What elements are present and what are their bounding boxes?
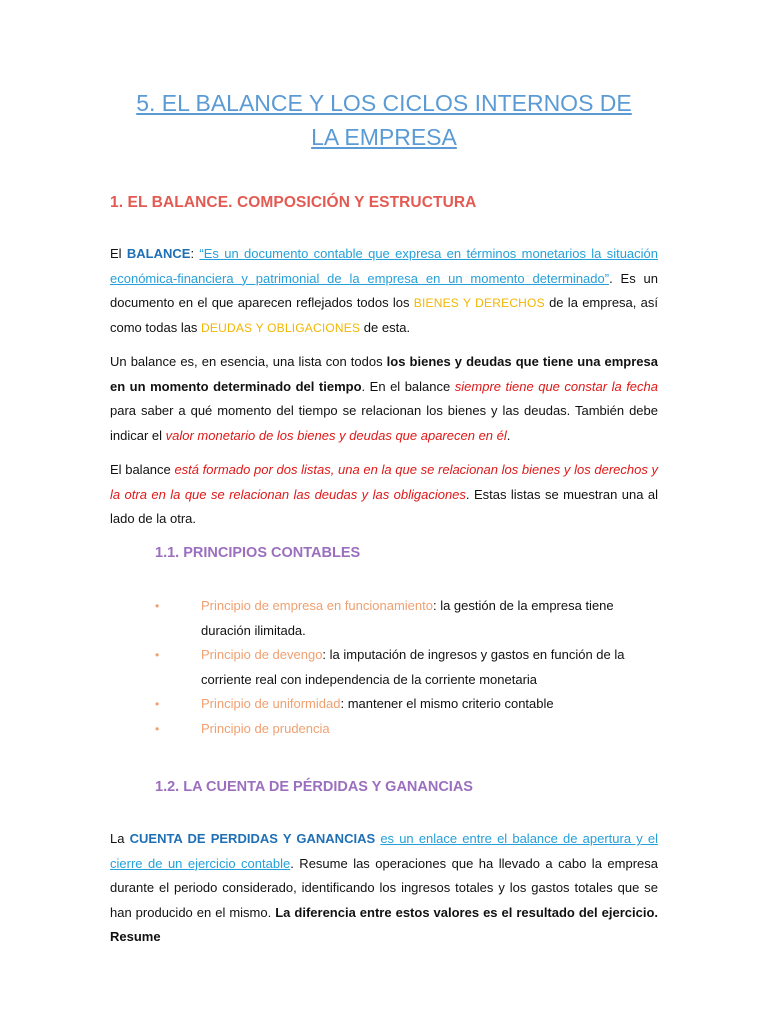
principle-term: Principio de uniformidad [201, 696, 341, 712]
list-item-principle [155, 594, 655, 643]
section-heading-balance: 1. EL BALANCE. COMPOSICIÓN Y ESTRUCTURA [110, 194, 477, 211]
principle-desc: : la gestión de la empresa tiene duración ilimitada. [201, 598, 614, 638]
term-cuenta-pyg: CUENTA DE PERDIDAS Y GANANCIAS [129, 831, 376, 846]
emphasis-fecha: siempre tiene que constar la fecha [454, 378, 658, 394]
balance-definition-link[interactable]: “Es un documento contable que expresa en términos monetarios la situación económica-financiera y patrimonial de la empresa en un momento determinado” [110, 246, 659, 286]
paragraph-balance-structure: El balance está formado por dos listas, una en la que se relacionan los bienes y los derechos y la otra en la que se relacionan las deudas y las obligaciones. Estas listas se muestran una al lado de la otra. [110, 462, 658, 527]
subsection-heading-perdidas-ganancias: 1.2. LA CUENTA DE PÉRDIDAS Y GANANCIAS [155, 779, 473, 795]
term-bienes-derechos: BIENES Y DERECHOS [413, 296, 545, 311]
principle-term: Principio de devengo [201, 647, 323, 663]
principle-term: Principio de prudencia [201, 720, 330, 736]
term-balance: BALANCE [126, 246, 191, 261]
bullet-icon: • [155, 648, 160, 663]
bold-resultado-ejercicio: La diferencia entre estos valores es el resultado del ejercicio. Resume [110, 904, 659, 945]
list-item-principle [155, 717, 655, 742]
paragraph-balance-list: Un balance es, en esencia, una lista con todos los bienes y deudas que tiene una empresa en un momento determinado del tiempo. En el balance siempre tiene que constar la fecha para saber a qué momento del tiempo se relacionan los bienes y las deudas. También debe indicar el valor monetario de los bienes y deudas que aparecen en él. [110, 354, 658, 443]
paragraph-balance-definition: El BALANCE: “Es un documento contable que expresa en términos monetarios la situación económica-financiera y patrimonial de la empresa en un momento determinado”. Es un documento en el que aparecen reflejados todos los BIENES Y DERECHOS de la empresa, así como todas las DEUDAS Y OBLIGACIONES de esta. [110, 246, 659, 335]
term-deudas-obligaciones: DEUDAS Y OBLIGACIONES [201, 320, 361, 335]
list-item-principle [155, 692, 655, 717]
emphasis-valor-monetario: valor monetario de los bienes y deudas que aparecen en él [165, 427, 507, 443]
document-title: 5. EL BALANCE Y LOS CICLOS INTERNOS DE LA EMPRESA [136, 90, 632, 150]
cuenta-pyg-definition-link[interactable]: es un enlace entre el balance de apertura y el cierre de un ejercicio contable [110, 831, 659, 871]
emphasis-dos-listas: está formado por dos listas, una en la que se relacionan los bienes y los derechos y la otra en la que se relacionan las deudas y las obligaciones [110, 462, 658, 502]
bold-bienes-deudas: los bienes y deudas que tiene una empresa en un momento determinado del tiempo [110, 354, 658, 394]
principle-term: Principio de empresa en funcionamiento [201, 598, 433, 613]
principles-list [155, 594, 655, 742]
principle-desc: : mantener el mismo criterio contable [340, 696, 554, 712]
bullet-icon: • [155, 721, 160, 736]
bullet-icon: • [155, 599, 160, 613]
principle-desc: : la imputación de ingresos y gastos en función de la corriente real con independencia de la corriente monetaria [201, 647, 625, 687]
paragraph-cuenta-pyg: La CUENTA DE PERDIDAS Y GANANCIAS es un enlace entre el balance de apertura y el cierre de un ejercicio contable. Resume las operaciones que ha llevado a cabo la empresa durante el periodo considerado, identificando los ingresos totales y los gastos totales que se han producido en el mismo. La diferencia entre estos valores es el resultado del ejercicio. Resume [110, 831, 659, 945]
subsection-heading-principios: 1.1. PRINCIPIOS CONTABLES [155, 545, 361, 561]
list-item-principle [155, 643, 655, 692]
bullet-icon: • [155, 697, 160, 712]
